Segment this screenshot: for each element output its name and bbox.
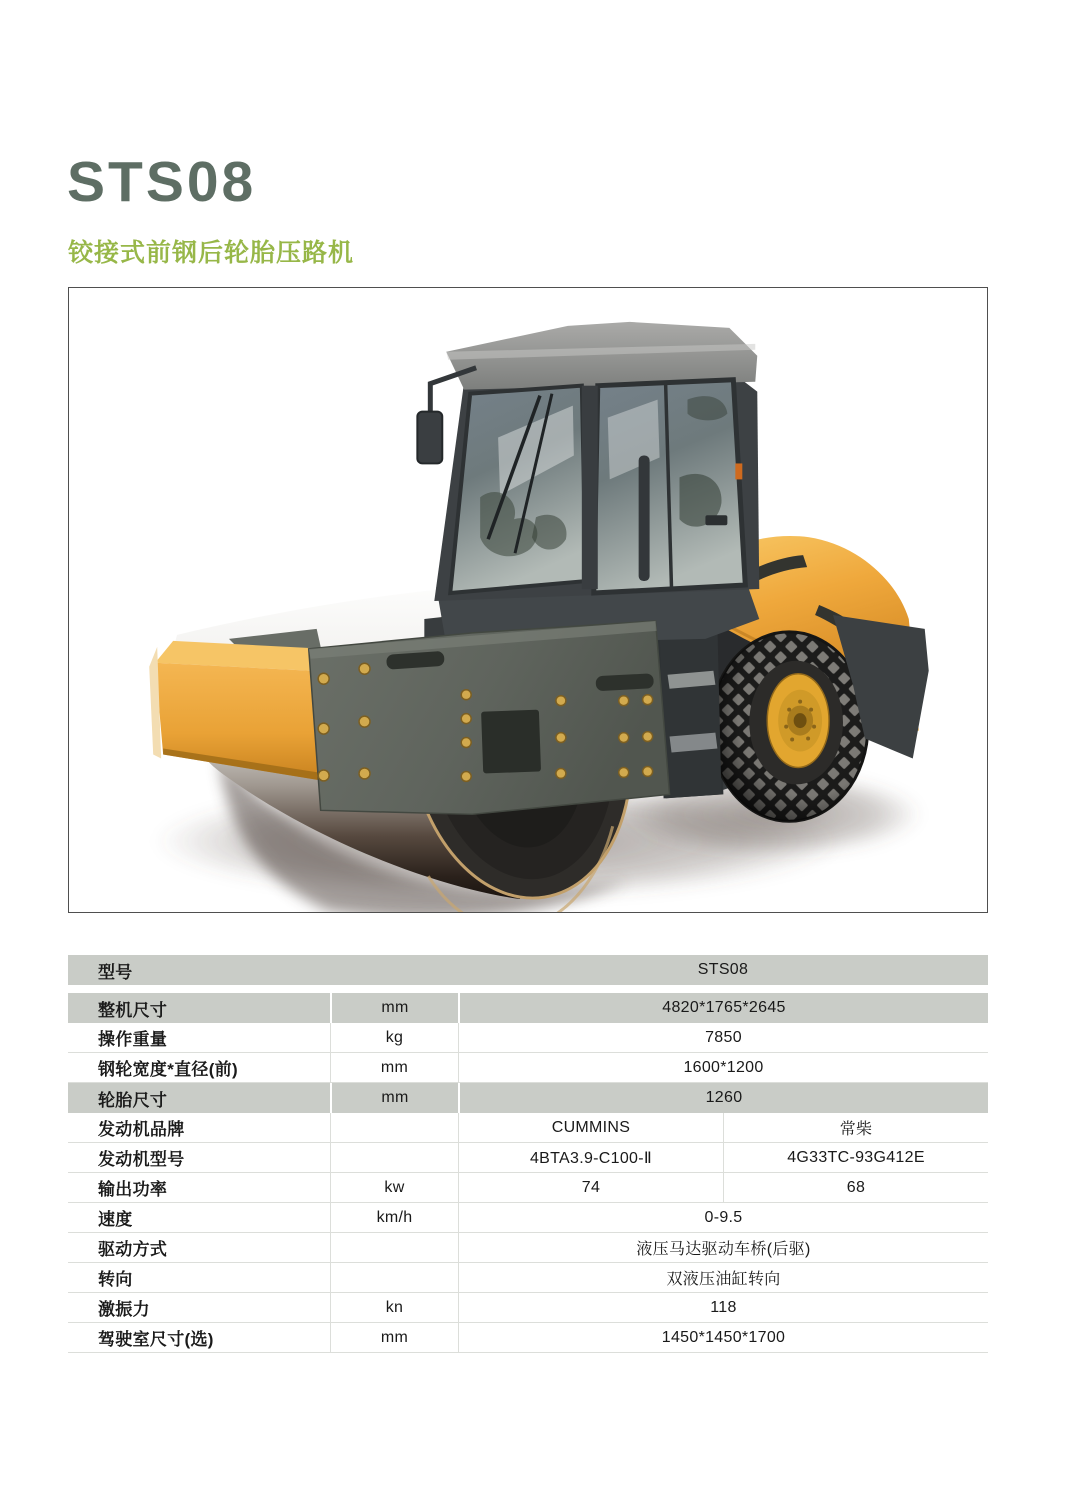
door-handrail [639,455,650,581]
spec-value-cell: 7850 [458,1023,988,1052]
spec-unit-cell: mm [330,1323,458,1352]
spec-value-cell: 74 [458,1173,723,1202]
spec-unit-cell: kn [330,1293,458,1322]
spec-unit-cell: mm [330,1083,458,1113]
spec-row [68,1203,988,1233]
spec-unit-cell: km/h [330,1203,458,1232]
spec-label-cell: 驱动方式 [98,1240,168,1259]
spec-value-cell: 双液压油缸转向 [458,1263,988,1292]
plate-cutout [481,710,541,774]
spec-value-cell: CUMMINS [458,1113,723,1142]
spec-unit-cell: mm [330,1053,458,1082]
spec-row [68,993,988,1023]
spec-label-cell: 钢轮宽度*直径(前) [98,1060,238,1079]
spec-value-cell: 常柴 [723,1113,988,1142]
spec-value-cell: 68 [723,1173,988,1202]
wheel-rim [767,674,829,768]
spec-row [68,955,988,985]
pillar-decal [735,463,742,479]
access-steps [660,625,722,798]
spec-label-cell: 操作重量 [98,1030,168,1049]
spec-label-cell: 转向 [98,1270,133,1289]
spec-value-cell: 1450*1450*1700 [458,1323,988,1352]
spec-row [68,1263,988,1293]
drum-support-plate [309,621,670,814]
spec-unit-cell [330,955,458,985]
page-subtitle: 铰接式前钢后轮胎压路机 [68,239,355,267]
spec-label-cell: 轮胎尺寸 [98,1090,168,1110]
spec-value-cell: 1260 [458,1083,988,1113]
spec-value-cell: 液压马达驱动车桥(后驱) [458,1233,988,1262]
windshield [450,386,586,593]
page-title: STS08 [67,150,257,214]
spec-row [68,1293,988,1323]
spec-unit-cell: kg [330,1023,458,1052]
spec-label-cell: 整机尺寸 [98,1000,168,1020]
spec-unit-cell: kw [330,1173,458,1202]
spec-row [68,1113,988,1143]
spec-row [68,1233,988,1263]
spec-label-cell: 型号 [98,962,133,982]
spec-unit-cell [330,1113,458,1142]
road-roller-illustration [69,288,987,912]
spec-row [68,1173,988,1203]
rear-tire [710,632,867,821]
spec-label-cell: 速度 [98,1210,133,1229]
spec-unit-cell: mm [330,993,458,1023]
operator-cab [417,322,759,645]
door-latch [705,515,727,525]
spec-value-cell: STS08 [697,961,749,978]
spec-unit-cell [330,1143,458,1172]
spec-label-cell: 激振力 [98,1300,150,1319]
spec-row [68,1083,988,1113]
cab-door [594,380,746,593]
spec-unit-cell [330,1233,458,1262]
spec-row [68,1143,988,1173]
spec-value-cell: 0-9.5 [458,1203,988,1232]
spec-unit-cell [330,1263,458,1292]
spec-value-cell: 1600*1200 [458,1053,988,1082]
spec-value-cell: 4G33TC-93G412E [723,1143,988,1172]
table-gap [68,985,988,993]
spec-value-cell: 118 [458,1293,988,1322]
spec-row [68,1323,988,1353]
spec-value-cell: 4BTA3.9-C100-Ⅱ [458,1143,723,1172]
product-image-frame [68,287,988,913]
spec-label-cell: 发动机型号 [98,1150,185,1169]
spec-table [68,955,988,1353]
spec-label-cell: 驾驶室尺寸(选) [98,1330,214,1349]
spec-value-cell: 4820*1765*2645 [458,993,988,1023]
plate-handle-cutout [595,673,654,691]
spec-row [68,1023,988,1053]
spec-label-cell: 输出功率 [98,1180,168,1199]
spec-label-cell: 发动机品牌 [98,1120,185,1139]
spec-row [68,1053,988,1083]
